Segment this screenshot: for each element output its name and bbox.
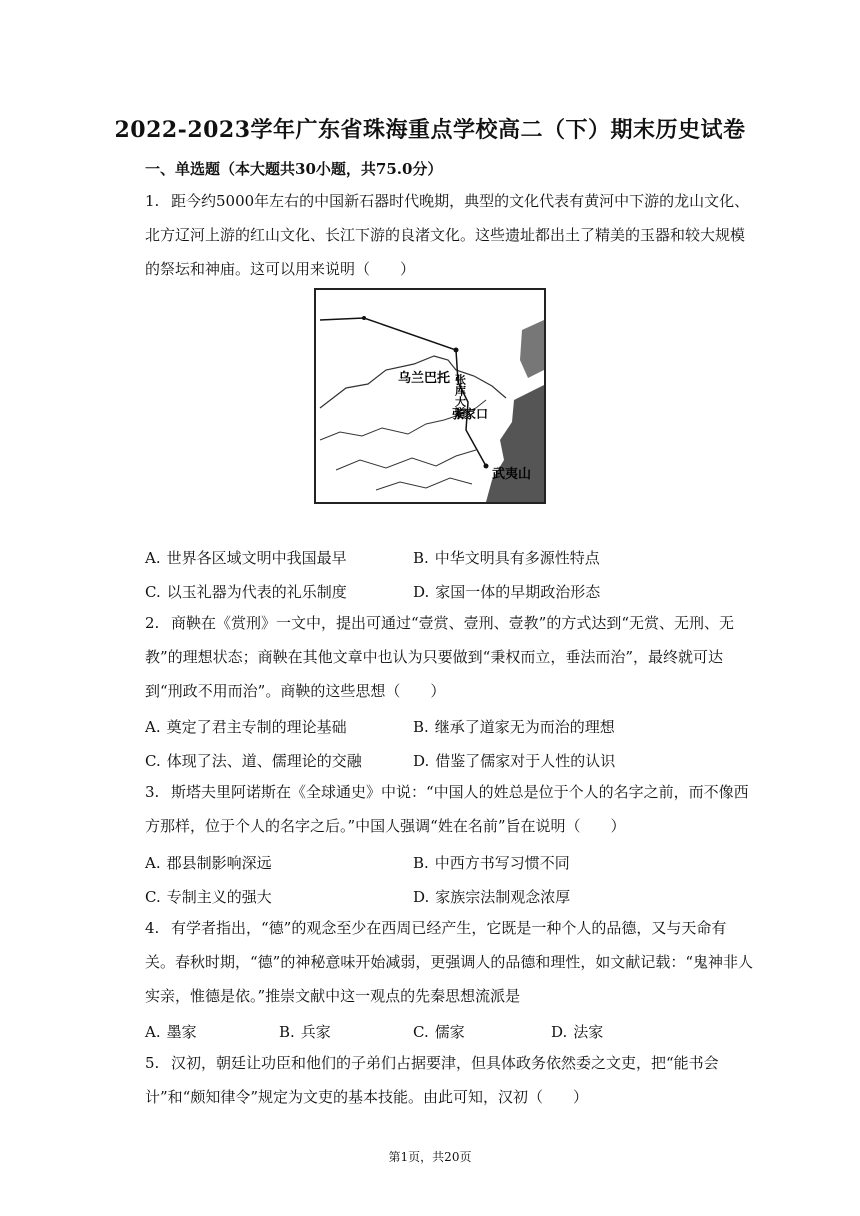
option-label: C. [145, 888, 161, 906]
option-text: 法家 [573, 1023, 604, 1041]
option-label: A. [145, 718, 161, 736]
option-text: 继承了道家无为而治的理想 [434, 718, 615, 736]
river-line-2 [376, 478, 472, 490]
option-label: A. [145, 854, 161, 872]
option-label: D. [413, 888, 430, 906]
map-illustration [316, 290, 544, 502]
option-text: 家族宗法制观念浓厚 [435, 888, 571, 906]
option-label: D. [413, 752, 430, 770]
option-label: B. [279, 1023, 295, 1041]
option-1b[interactable] [413, 547, 600, 568]
option-text: 墨家 [166, 1023, 197, 1041]
option-2c[interactable] [145, 750, 362, 771]
option-1a[interactable] [145, 547, 347, 568]
question-2 [145, 606, 755, 708]
route-point [484, 464, 489, 469]
map-label-city1: 乌兰巴托 [398, 371, 451, 386]
option-text: 郡县制影响深远 [166, 854, 272, 872]
option-text: 中华文明具有多源性特点 [434, 549, 600, 567]
page-footer: 第1页，共20页 [388, 1150, 472, 1164]
option-text: 兵家 [300, 1023, 331, 1041]
question-text: 商鞅在《赏刑》一文中，提出可通过“壹赏、壹刑、壹教”的方式达到“无赏、无刑、无教”的理想状态；商鞅在其他文章中也认为只要做到“秉权而立，垂法而治”，最终就可达到“刑政不用而治”。商鞅的这些思想（ ） [145, 614, 735, 700]
option-3a[interactable] [145, 852, 272, 873]
question-1 [145, 184, 755, 286]
option-3c[interactable] [145, 886, 272, 907]
option-text: 体现了法、道、儒理论的交融 [166, 752, 362, 770]
question-number: 5. [145, 1054, 160, 1072]
option-1d[interactable] [413, 581, 600, 602]
river-line [336, 450, 476, 470]
option-2d[interactable] [413, 750, 615, 771]
option-3b[interactable] [413, 852, 570, 873]
map-label-city3: 武夷山 [492, 467, 532, 482]
route-point [362, 316, 366, 320]
question-4 [145, 911, 755, 1013]
question-text: 距今约5000年左右的中国新石器时代晚期，典型的文化代表有黄河中下游的龙山文化、北方辽河上游的红山文化、长江下游的良渚文化。这些遗址都出土了精美的玉器和较大规模的祭坛和神庙。这可以用来说明（ ） [145, 192, 750, 278]
option-label: A. [145, 549, 161, 567]
option-text: 以玉礼器为代表的礼乐制度 [166, 583, 347, 601]
question-text: 汉初，朝廷让功臣和他们的子弟们占据要津，但具体政务依然委之文吏，把“能书会计”和“颇知律令”规定为文吏的基本技能。由此可知，汉初（ ） [145, 1054, 719, 1106]
exam-title: 2022-2023学年广东省珠海重点学校高二（下）期末历史试卷 [114, 117, 746, 143]
map-label-city2: 张家口 [452, 407, 489, 421]
option-label: B. [413, 854, 429, 872]
option-text: 家国一体的早期政治形态 [435, 583, 601, 601]
option-label: B. [413, 718, 429, 736]
route-point [454, 348, 459, 353]
sea-region [486, 385, 544, 502]
option-label: D. [551, 1023, 568, 1041]
option-label: C. [145, 752, 161, 770]
option-text: 世界各区域文明中我国最早 [166, 549, 347, 567]
question-text: 斯塔夫里阿诺斯在《全球通史》中说：“中国人的姓总是位于个人的名字之前，而不像西方那样，位于个人的名字之后。”中国人强调“姓在名前”旨在说明（ ） [145, 783, 749, 835]
option-label: C. [145, 583, 161, 601]
option-text: 借鉴了儒家对于人性的认识 [435, 752, 616, 770]
section-heading: 一、单选题（本大题共30小题，共75.0分） [145, 160, 443, 178]
question-text: 有学者指出，“德”的观念至少在西周已经产生，它既是一种个人的品德，又与天命有关。春秋时期，“德”的神秘意味开始减弱，更强调人的品德和理性，如文献记载：“鬼神非人实亲，惟德是依。”推崇文献中这一观点的先秦思想流派是 [145, 919, 754, 1005]
question-number: 3. [145, 783, 160, 801]
option-2b[interactable] [413, 716, 615, 737]
option-1c[interactable] [145, 581, 347, 602]
option-label: D. [413, 583, 430, 601]
option-text: 中西方书写习惯不同 [434, 854, 570, 872]
question-number: 1. [145, 192, 160, 210]
question-number: 4. [145, 919, 160, 937]
option-text: 奠定了君主专制的理论基础 [166, 718, 347, 736]
option-3d[interactable] [413, 886, 570, 907]
sea-region-north [520, 320, 544, 378]
option-4b[interactable] [279, 1021, 331, 1042]
option-text: 儒家 [434, 1023, 465, 1041]
question-3 [145, 775, 755, 843]
option-text: 专制主义的强大 [166, 888, 272, 906]
option-label: C. [413, 1023, 429, 1041]
map-figure [314, 288, 546, 504]
option-4d[interactable] [551, 1021, 603, 1042]
option-2a[interactable] [145, 716, 347, 737]
option-4a[interactable] [145, 1021, 197, 1042]
option-label: A. [145, 1023, 161, 1041]
question-number: 2. [145, 614, 160, 632]
option-label: B. [413, 549, 429, 567]
question-5 [145, 1046, 755, 1114]
option-4c[interactable] [413, 1021, 465, 1042]
map-label-road: 张库大道 [453, 374, 467, 418]
